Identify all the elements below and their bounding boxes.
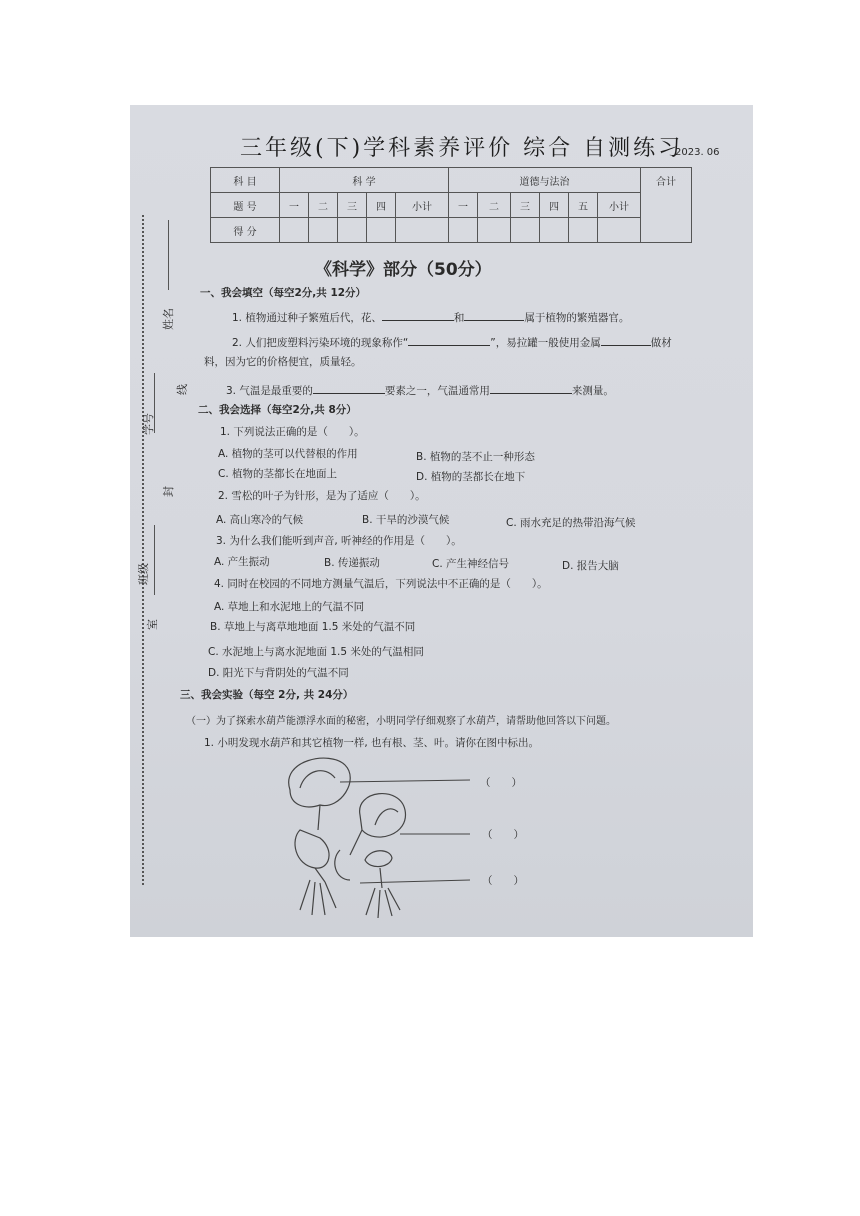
part2-heading: 二、我会选择（每空2分,共 8分） [198, 404, 357, 416]
label-blank-3[interactable]: （ ） [482, 875, 524, 887]
score-table-cell: 四 [367, 193, 396, 218]
score-table-morality: 道德与法治 [449, 168, 641, 193]
seal-mark-2: 封 [162, 486, 175, 497]
option: A. 产生振动 [214, 556, 270, 568]
answer-blank[interactable] [313, 383, 385, 394]
score-table [210, 167, 692, 243]
part1-heading: 一、我会填空（每空2分,共 12分） [200, 287, 367, 299]
q-text: 2. 人们把废塑料污染环境的现象称作“ [232, 337, 409, 349]
q-text: 和 [453, 312, 465, 324]
part1-question-2-cont: 料，因为它的价格便宜，质量轻。 [204, 356, 362, 368]
option: D. 阳光下与背阴处的气温不同 [208, 667, 349, 679]
option: C. 雨水充足的热带沿海气候 [506, 517, 636, 529]
part2-question-1: 1. 下列说法正确的是（ ）。 [220, 426, 365, 438]
exam-title: 三年级(下)学科素养评价 综合 自测练习 [240, 136, 684, 161]
room-label: 室 [146, 619, 159, 630]
q-text: 要素之一，气温通常用 [384, 385, 490, 397]
score-table-cell: 一 [280, 193, 309, 218]
score-table-cell: 题 号 [211, 193, 280, 218]
q-text: 1. 植物通过种子繁殖后代，花、 [232, 312, 382, 324]
score-table-science: 科 学 [280, 168, 449, 193]
answer-blank[interactable] [490, 383, 572, 394]
score-table-cell: 四 [540, 193, 569, 218]
part3-heading: 三、我会实验（每空 2分, 共 24分） [180, 689, 354, 701]
answer-blank[interactable] [382, 310, 454, 321]
answer-blank[interactable] [408, 335, 490, 346]
score-table-cell: 五 [569, 193, 598, 218]
score-table-cell: 小计 [598, 193, 641, 218]
q-text: 做材 [650, 337, 672, 349]
option: C. 植物的茎都长在地面上 [218, 468, 338, 480]
name-line [168, 220, 169, 290]
option: B. 传递振动 [324, 557, 380, 569]
score-table-cell: 三 [338, 193, 367, 218]
option: A. 高山寒冷的气候 [216, 514, 304, 526]
score-table-total: 合计 [641, 168, 692, 243]
score-table-cell: 二 [478, 193, 511, 218]
class-label: 班级 [137, 563, 150, 585]
part2-question-4: 4. 同时在校园的不同地方测量气温后，下列说法中不正确的是（ ）。 [214, 578, 548, 590]
seal-mark: 线 [176, 384, 189, 395]
option: B. 植物的茎不止一种形态 [416, 451, 535, 463]
part1-question-2 [232, 335, 672, 350]
option: C. 水泥地上与离水泥地面 1.5 米处的气温相同 [208, 646, 424, 658]
name-label: 姓名 [162, 308, 175, 330]
q-text: 属于植物的繁殖器官。 [524, 312, 630, 324]
option: B. 草地上与离草地地面 1.5 米处的气温不同 [210, 621, 416, 633]
exam-date: 2023. 06 [675, 147, 720, 158]
part3-question-1: 1. 小明发现水葫芦和其它植物一样, 也有根、茎、叶。请你在图中标出。 [204, 737, 540, 749]
student-id-label: 学号 [142, 413, 155, 435]
part2-question-3: 3. 为什么我们能听到声音, 听神经的作用是（ ）。 [216, 535, 462, 547]
q-text: ”，易拉罐一般使用金属 [490, 337, 601, 349]
score-table-cell: 得 分 [211, 218, 280, 243]
section-title: 《科学》部分（50分） [315, 260, 492, 280]
q-text: 来测量。 [571, 385, 614, 397]
exam-photo [130, 105, 753, 937]
binding-dotted-line [142, 215, 144, 885]
score-table-cell: 小计 [396, 193, 449, 218]
part1-question-1 [232, 310, 629, 325]
option: D. 报告大脑 [562, 560, 619, 572]
answer-blank[interactable] [464, 310, 524, 321]
q-text: 3. 气温是最重要的 [226, 385, 313, 397]
class-line [154, 525, 155, 595]
option: C. 产生神经信号 [432, 558, 510, 570]
option: A. 草地上和水泥地上的气温不同 [214, 601, 365, 613]
option: A. 植物的茎可以代替根的作用 [218, 448, 358, 460]
score-table-cell: 二 [309, 193, 338, 218]
answer-blank[interactable] [601, 335, 651, 346]
score-table-cell: 一 [449, 193, 478, 218]
label-blank-2[interactable]: （ ） [482, 829, 524, 841]
label-blank-1[interactable]: （ ） [480, 777, 522, 789]
score-table-cell: 三 [511, 193, 540, 218]
part3-intro: （一）为了探索水葫芦能漂浮水面的秘密，小明同学仔细观察了水葫芦，请帮助他回答以下问题。 [186, 716, 616, 727]
part1-question-3 [226, 383, 614, 398]
option: B. 干旱的沙漠气候 [362, 514, 450, 526]
part2-question-2: 2. 雪松的叶子为针形，是为了适应（ ）。 [218, 490, 426, 502]
score-table-head: 科 目 [211, 168, 280, 193]
option: D. 植物的茎都长在地下 [416, 471, 526, 483]
